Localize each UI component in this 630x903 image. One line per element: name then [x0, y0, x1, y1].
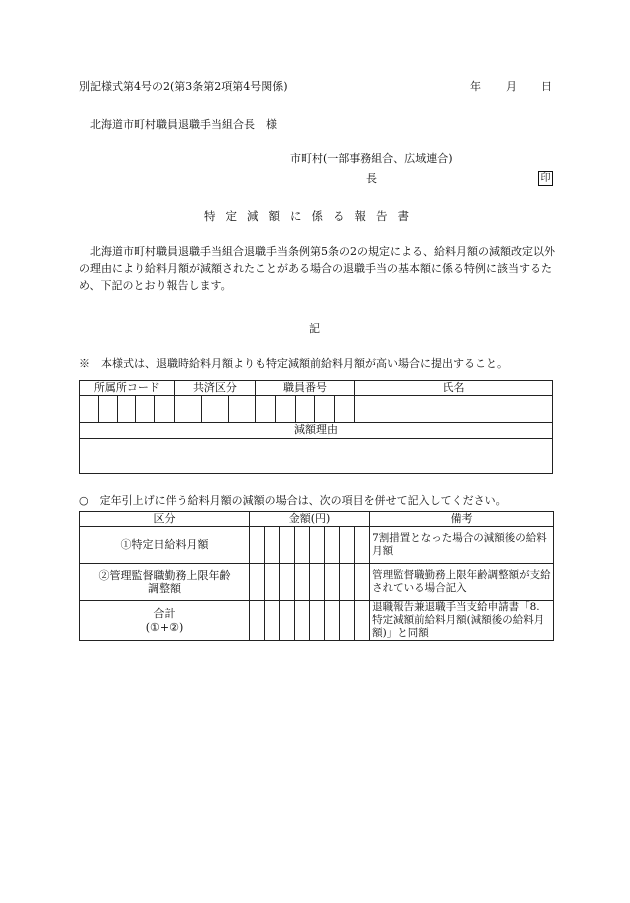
amount-digit[interactable] [340, 527, 355, 564]
staff-number-cell[interactable] [295, 396, 315, 423]
category-specific-day-salary: ①特定日給料月額 [80, 527, 250, 564]
amount-digit[interactable] [265, 564, 280, 601]
header-mutual-aid: 共済区分 [174, 381, 255, 396]
document-title: 特定減額に係る報告書 [204, 209, 419, 223]
amount-digit[interactable] [280, 601, 295, 641]
amount-digit[interactable] [325, 527, 340, 564]
amount-digit[interactable] [250, 564, 265, 601]
amount-digit[interactable] [295, 564, 310, 601]
seal-stamp: 印 [538, 171, 553, 186]
category-total: 合計 (①+②) [80, 601, 250, 641]
amount-digit[interactable] [325, 601, 340, 641]
name-cell[interactable] [354, 396, 552, 423]
remarks-row-3: 退職報告兼退職手当支給申請書「8. 特定減額前給料月額(減額後の給料月額)」と同額 [370, 601, 554, 641]
reason-label: 減額理由 [80, 423, 553, 438]
amount-digit[interactable] [295, 527, 310, 564]
date-day-label: 日 [541, 80, 552, 93]
header-category: 区分 [80, 512, 250, 527]
header-staff-number: 職員番号 [256, 381, 355, 396]
staff-number-cell[interactable] [335, 396, 355, 423]
mutual-aid-cell[interactable] [201, 396, 228, 423]
date-year-label: 年 [470, 80, 481, 93]
amount-digit[interactable] [310, 527, 325, 564]
mutual-aid-cell[interactable] [228, 396, 255, 423]
body-paragraph: 北海道市町村職員退職手当組合退職手当条例第5条の2の規定による、給料月額の減額改定以外の理由により給料月額が減額されたことがある場合の退職手当の基本額に係る特例に該当するため、下記のとおり報告します。 [79, 245, 555, 292]
note-submission: ※ 本様式は、退職時給料月額よりも特定減額前給料月額が高い場合に提出すること。 [79, 357, 508, 370]
affiliation-code-cell[interactable] [155, 396, 175, 423]
reason-field[interactable] [80, 438, 553, 473]
affiliation-code-cell[interactable] [80, 396, 99, 423]
sender-org: 市町村(一部事務組合、広域連合) [290, 152, 453, 165]
amount-digit[interactable] [265, 527, 280, 564]
amount-digit[interactable] [280, 527, 295, 564]
amount-digit[interactable] [340, 601, 355, 641]
remarks-row-1: 7割措置となった場合の減額後の給料月額 [370, 527, 554, 564]
amount-digit[interactable] [250, 601, 265, 641]
amount-digit[interactable] [265, 601, 280, 641]
header-affiliation-code: 所属所コード [80, 381, 175, 396]
ki-heading: 記 [309, 322, 320, 335]
form-number: 別記様式第4号の2(第3条第2項第4号関係) [79, 80, 288, 93]
amount-digit[interactable] [325, 564, 340, 601]
header-amount: 金額(円) [250, 512, 370, 527]
category-management-adjustment: ②管理監督職勤務上限年齢調整額 [80, 564, 250, 601]
report-info-table [79, 380, 553, 474]
staff-number-cell[interactable] [256, 396, 276, 423]
date-month-label: 月 [506, 80, 517, 93]
amount-digit[interactable] [250, 527, 265, 564]
amount-table [79, 511, 554, 641]
staff-number-cell[interactable] [315, 396, 335, 423]
amount-digit[interactable] [340, 564, 355, 601]
affiliation-code-cell[interactable] [117, 396, 136, 423]
header-remarks: 備考 [370, 512, 554, 527]
staff-number-cell[interactable] [275, 396, 295, 423]
amount-digit[interactable] [280, 564, 295, 601]
mutual-aid-cell[interactable] [174, 396, 201, 423]
affiliation-code-cell[interactable] [136, 396, 155, 423]
amount-digit[interactable] [355, 601, 370, 641]
sender-head: 長 [366, 172, 377, 185]
affiliation-code-cell[interactable] [98, 396, 117, 423]
seal-mark [538, 171, 553, 186]
addressee: 北海道市町村職員退職手当組合長 様 [90, 118, 277, 131]
amount-digit[interactable] [310, 601, 325, 641]
note-retirement-age: ○ 定年引上げに伴う給料月額の減額の場合は、次の項目を併せて記入してください。 [79, 494, 507, 507]
header-name: 氏名 [354, 381, 552, 396]
amount-digit[interactable] [355, 527, 370, 564]
amount-digit[interactable] [310, 564, 325, 601]
amount-digit[interactable] [295, 601, 310, 641]
amount-digit[interactable] [355, 564, 370, 601]
remarks-row-2: 管理監督職勤務上限年齢調整額が支給されている場合記入 [370, 564, 554, 601]
